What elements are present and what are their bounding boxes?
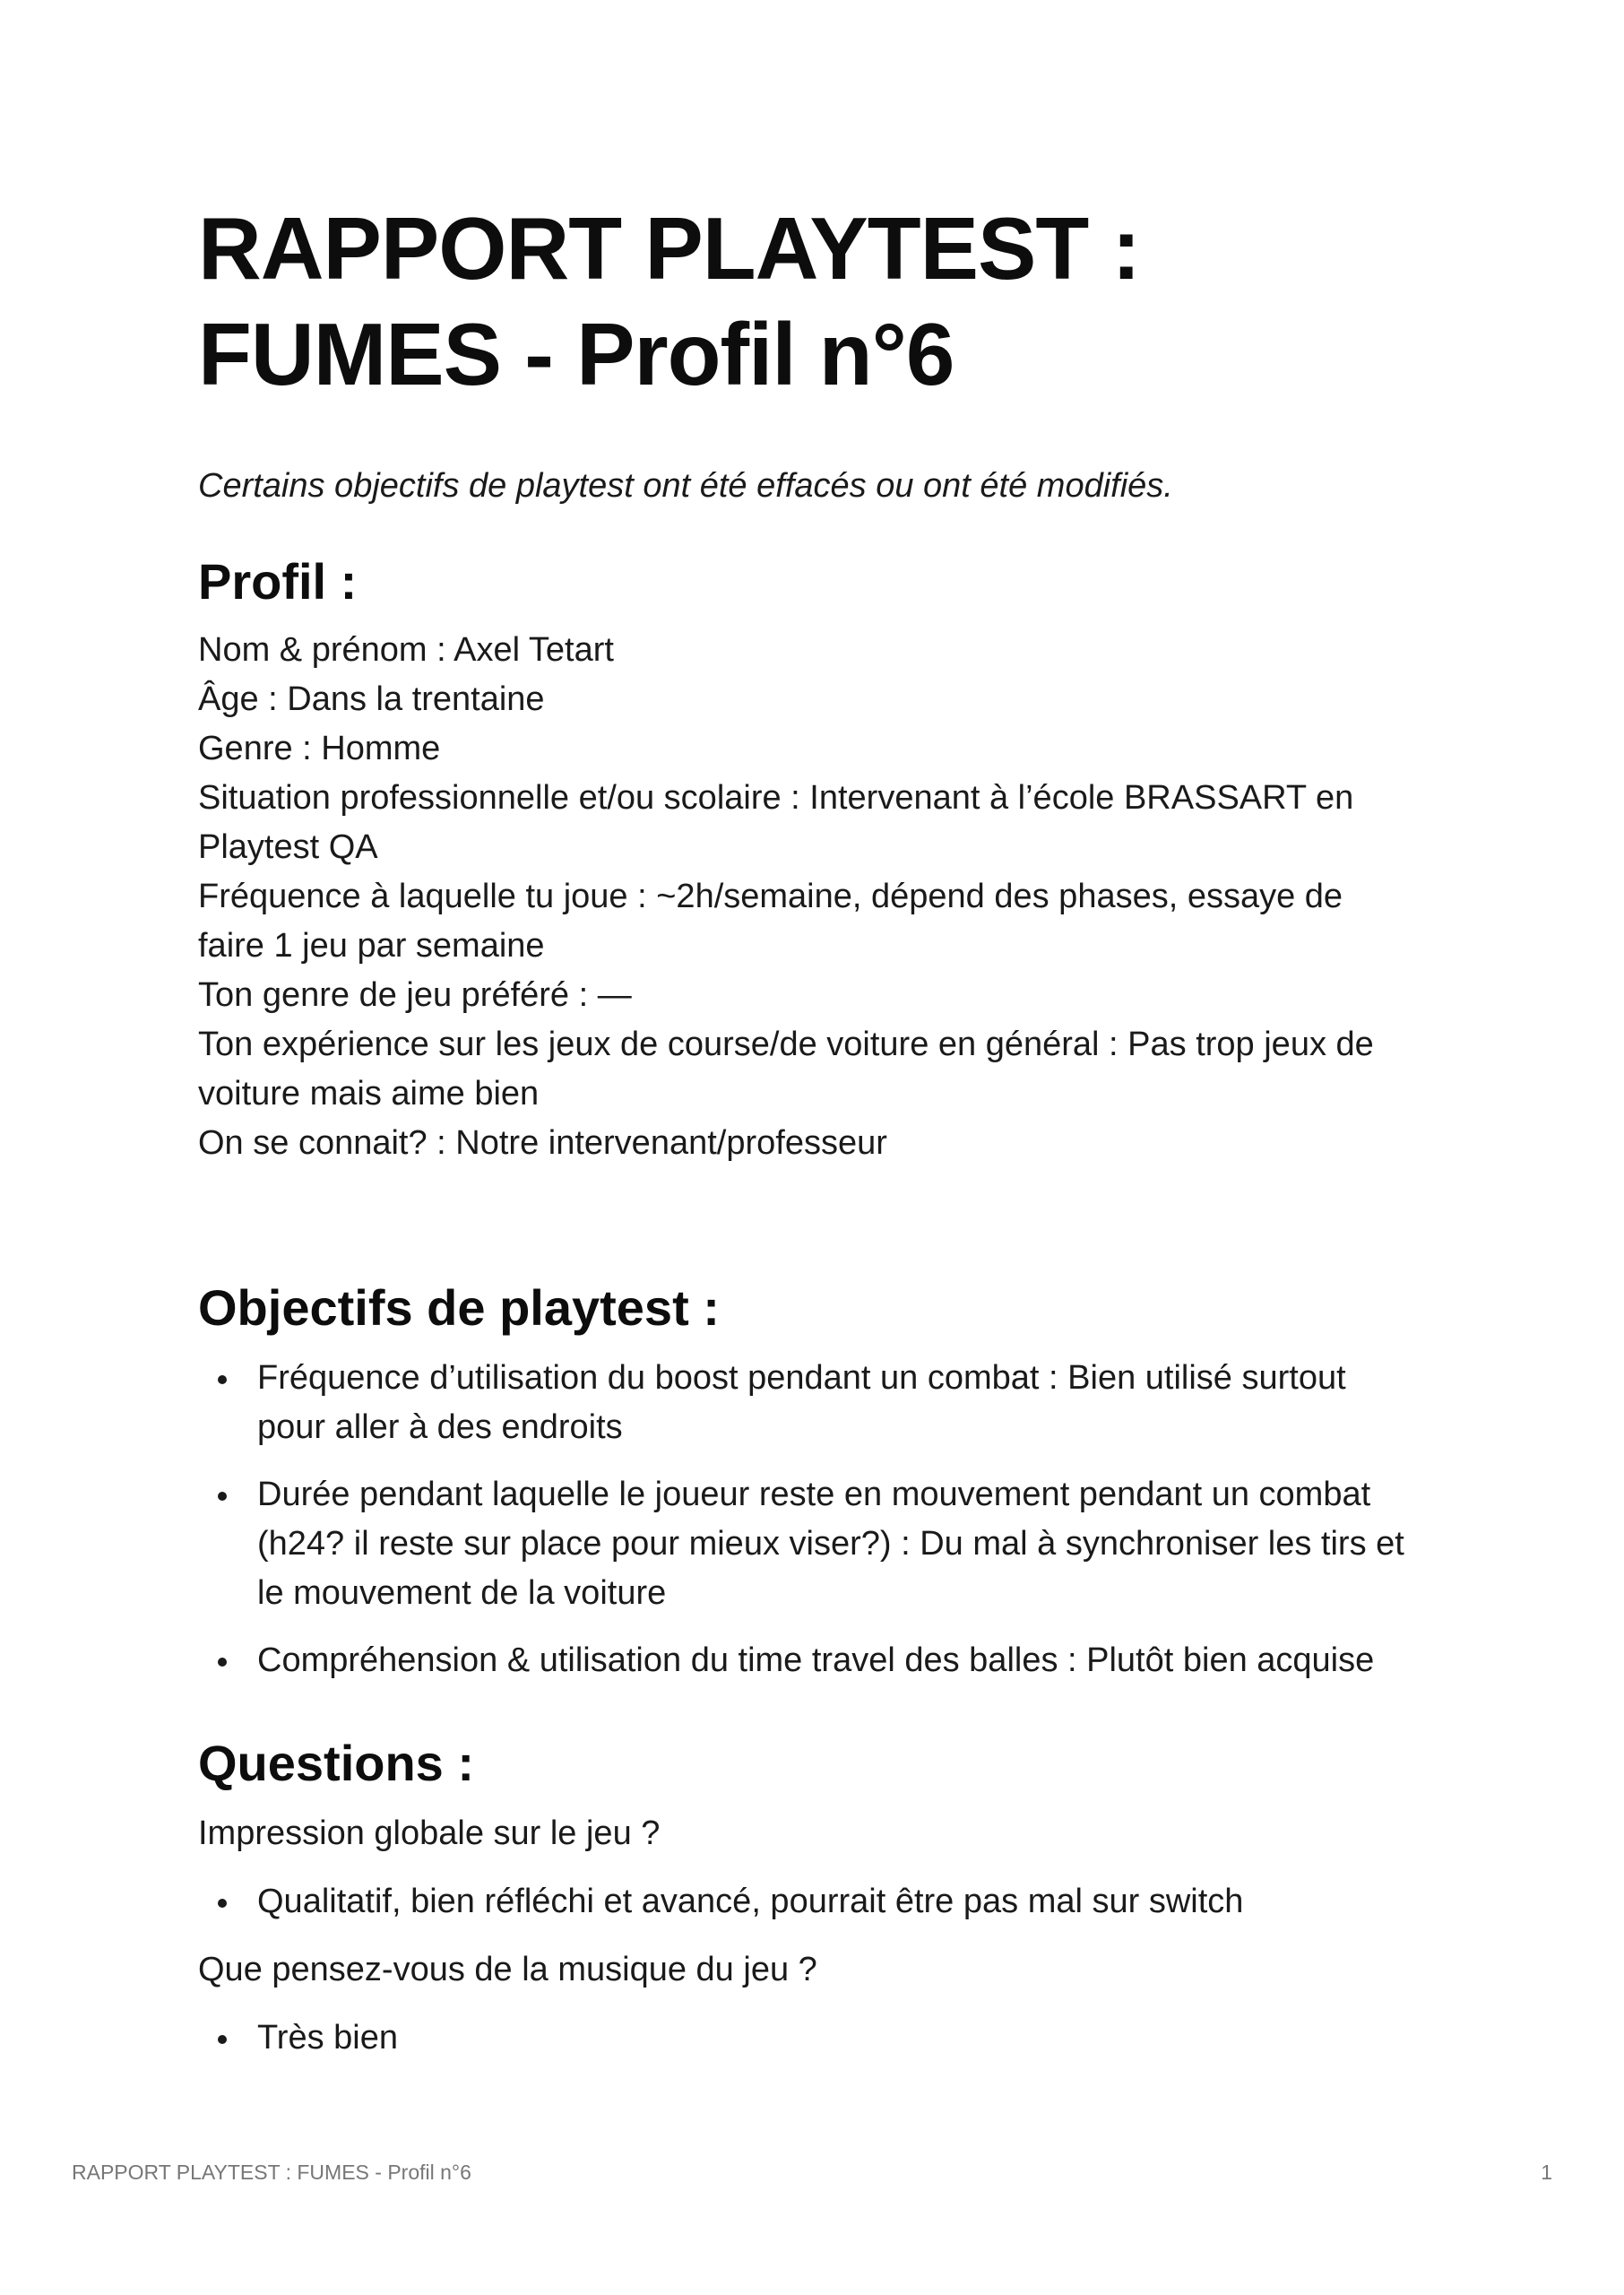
questions-heading: Questions : xyxy=(198,1735,475,1791)
objective-line: Fréquence d’utilisation du boost pendant un combat : Bien utilisé surtout xyxy=(257,1359,1346,1397)
profile-line: Nom & prénom : Axel Tetart xyxy=(198,631,614,669)
document-title: RAPPORT PLAYTEST : FUMES - Profil n°6 xyxy=(198,199,1141,403)
profile-line: Genre : Homme xyxy=(198,730,441,767)
objective-item xyxy=(198,1470,1453,1618)
question-text: Impression globale sur le jeu ? xyxy=(198,1814,661,1852)
objectives-heading: Objectifs de playtest : xyxy=(198,1279,720,1336)
answer-list xyxy=(198,2014,1453,2081)
profile-line: Ton expérience sur les jeux de course/de voiture en général : Pas trop jeux de xyxy=(198,1026,1374,1063)
profile-details xyxy=(198,626,1453,1168)
profile-line: Playtest QA xyxy=(198,828,378,866)
profile-heading: Profil : xyxy=(198,553,358,610)
objective-item xyxy=(198,1636,1453,1685)
page-number: 1 xyxy=(1541,2161,1552,2184)
profile-line: Fréquence à laquelle tu joue : ~2h/semaine, dépend des phases, essaye de xyxy=(198,878,1343,915)
objective-line: pour aller à des endroits xyxy=(257,1408,623,1446)
objectives-list xyxy=(198,1354,1453,1703)
objective-line: (h24? il reste sur place pour mieux viser?) : Du mal à synchroniser les tirs et xyxy=(257,1525,1404,1563)
question-text: Que pensez-vous de la musique du jeu ? xyxy=(198,1951,817,1988)
objective-line: le mouvement de la voiture xyxy=(257,1574,667,1612)
profile-line: faire 1 jeu par semaine xyxy=(198,927,545,965)
profile-line: On se connait? : Notre intervenant/professeur xyxy=(198,1124,887,1162)
answer-list xyxy=(198,1877,1453,1944)
objective-item xyxy=(198,1354,1453,1452)
objective-line: Compréhension & utilisation du time travel des balles : Plutôt bien acquise xyxy=(257,1641,1375,1679)
footer-title: RAPPORT PLAYTEST : FUMES - Profil n°6 xyxy=(72,2161,471,2184)
disclaimer-note: Certains objectifs de playtest ont été effacés ou ont été modifiés. xyxy=(198,467,1173,505)
profile-line: voiture mais aime bien xyxy=(198,1075,540,1113)
answer-item: Très bien xyxy=(198,2014,1453,2063)
profile-line: Situation professionnelle et/ou scolaire : Intervenant à l’école BRASSART en xyxy=(198,779,1354,817)
objective-line: Durée pendant laquelle le joueur reste en mouvement pendant un combat xyxy=(257,1476,1371,1513)
profile-line: Ton genre de jeu préféré : — xyxy=(198,976,632,1014)
profile-line: Âge : Dans la trentaine xyxy=(198,680,545,718)
answer-item: Qualitatif, bien réfléchi et avancé, pourrait être pas mal sur switch xyxy=(198,1877,1453,1927)
